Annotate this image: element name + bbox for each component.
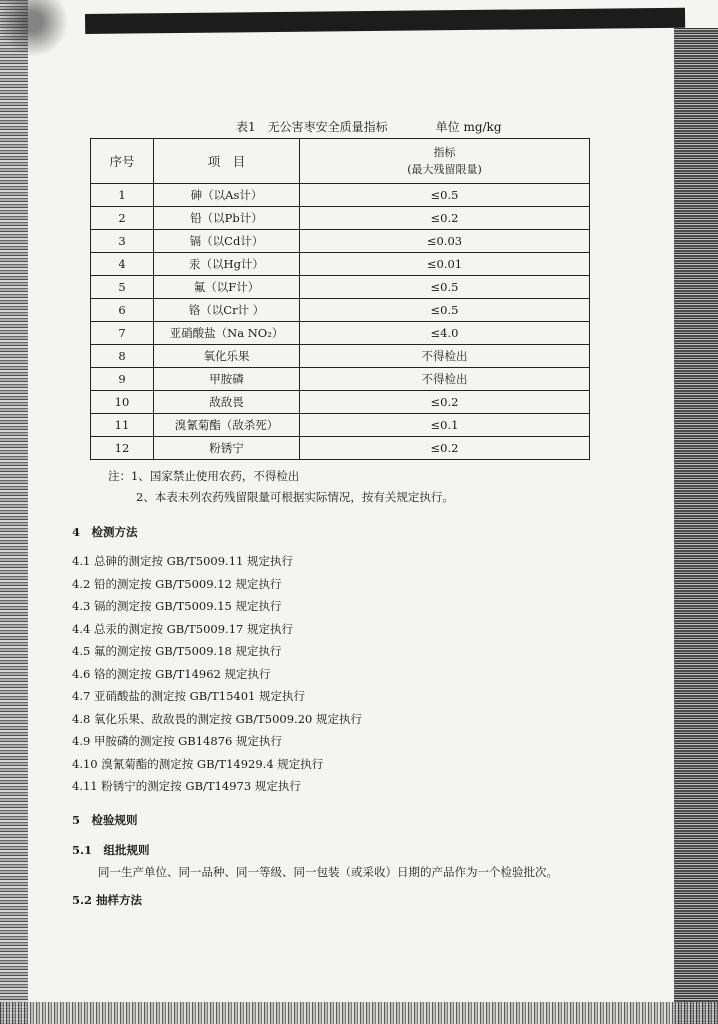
row-item: 汞（以Hg计）	[154, 253, 300, 276]
row-item: 铅（以Pb计）	[154, 207, 300, 230]
row-item: 镉（以Cd计）	[154, 230, 300, 253]
header-no: 序号	[91, 139, 154, 184]
row-value: ≤0.03	[300, 230, 590, 253]
method-item: 4.11 粉锈宁的测定按 GB/T14973 规定执行	[72, 779, 301, 793]
table-unit: 单位 mg/kg	[435, 120, 502, 134]
row-no: 3	[91, 230, 154, 253]
row-no: 7	[91, 322, 154, 345]
row-item: 氟（以F计）	[154, 276, 300, 299]
row-item: 铬（以Cr计 ）	[154, 299, 300, 322]
header-std	[300, 139, 590, 184]
row-value: ≤0.1	[300, 414, 590, 437]
row-value: ≤0.5	[300, 276, 590, 299]
scan-edge-left	[0, 0, 28, 1024]
row-item: 甲胺磷	[154, 368, 300, 391]
table-body	[91, 184, 590, 460]
method-item: 4.4 总汞的测定按 GB/T5009.17 规定执行	[72, 621, 293, 636]
table-header-row	[91, 139, 590, 184]
quality-index-table	[90, 138, 590, 460]
section-4-title: 4 检测方法	[72, 525, 138, 539]
row-no: 1	[91, 184, 154, 207]
table-row	[91, 391, 590, 414]
scan-edge-bottom	[0, 1002, 718, 1024]
row-item: 溴氰菊酯（敌杀死）	[154, 414, 300, 437]
row-no: 6	[91, 299, 154, 322]
row-no: 9	[91, 368, 154, 391]
table-row	[91, 414, 590, 437]
table-title: 表1 无公害枣安全质量指标	[236, 120, 388, 134]
table-caption	[236, 118, 502, 135]
row-no: 4	[91, 253, 154, 276]
row-item: 粉锈宁	[154, 437, 300, 460]
method-item: 4.5 氟的测定按 GB/T5009.18 规定执行	[72, 644, 282, 658]
row-item: 砷（以As计）	[154, 184, 300, 207]
scan-edge-right	[674, 28, 718, 1024]
row-item: 敌敌畏	[154, 391, 300, 414]
row-item: 氧化乐果	[154, 345, 300, 368]
header-std-title: 指标	[433, 146, 456, 159]
row-no: 10	[91, 391, 154, 414]
table-row	[91, 207, 590, 230]
method-item: 4.2 铅的测定按 GB/T5009.12 规定执行	[72, 576, 282, 591]
table-row	[91, 322, 590, 345]
section-5-1-text: 同一生产单位、同一品种、同一等级、同一包装（或采收）日期的产品作为一个检验批次。	[98, 865, 558, 879]
scan-edge-top	[85, 8, 685, 34]
section-5-title: 5 检验规则	[72, 813, 138, 827]
row-no: 2	[91, 207, 154, 230]
row-item: 亚硝酸盐（Na NO₂）	[154, 322, 300, 345]
table-row	[91, 299, 590, 322]
section-5-2-title: 5.2 抽样方法	[72, 893, 143, 907]
row-value: ≤0.5	[300, 299, 590, 322]
method-item: 4.9 甲胺磷的测定按 GB14876 规定执行	[72, 734, 282, 748]
row-value: ≤0.2	[300, 207, 590, 230]
table-row	[91, 184, 590, 207]
row-no: 8	[91, 345, 154, 368]
section-5-1-title: 5.1 组批规则	[72, 843, 150, 857]
row-no: 12	[91, 437, 154, 460]
method-item: 4.7 亚硝酸盐的测定按 GB/T15401 规定执行	[72, 689, 306, 703]
header-std-sub: (最大残留限量)	[407, 163, 482, 176]
row-value: ≤0.2	[300, 437, 590, 460]
row-value: ≤0.2	[300, 391, 590, 414]
note-2: 2、本表未列农药残留限量可根据实际情况，按有关规定执行。	[136, 490, 454, 504]
method-item: 4.1 总砷的测定按 GB/T5009.11 规定执行	[72, 554, 293, 568]
row-value: ≤4.0	[300, 322, 590, 345]
method-item: 4.10 溴氰菊酯的测定按 GB/T14929.4 规定执行	[72, 756, 324, 771]
method-item: 4.6 铬的测定按 GB/T14962 规定执行	[72, 666, 271, 681]
row-no: 5	[91, 276, 154, 299]
header-item: 项 目	[154, 139, 300, 184]
row-value: 不得检出	[300, 368, 590, 391]
row-value: ≤0.5	[300, 184, 590, 207]
table-row	[91, 368, 590, 391]
method-item: 4.8 氧化乐果、敌敌畏的测定按 GB/T5009.20 规定执行	[72, 711, 362, 726]
row-value: 不得检出	[300, 345, 590, 368]
table-row	[91, 230, 590, 253]
table-row	[91, 276, 590, 299]
row-value: ≤0.01	[300, 253, 590, 276]
table-row	[91, 345, 590, 368]
note-1: 注：1、国家禁止使用农药，不得检出	[108, 469, 300, 483]
row-no: 11	[91, 414, 154, 437]
table-row	[91, 437, 590, 460]
table-row	[91, 253, 590, 276]
method-item: 4.3 镉的测定按 GB/T5009.15 规定执行	[72, 599, 282, 613]
scan-corner-noise	[0, 0, 110, 110]
